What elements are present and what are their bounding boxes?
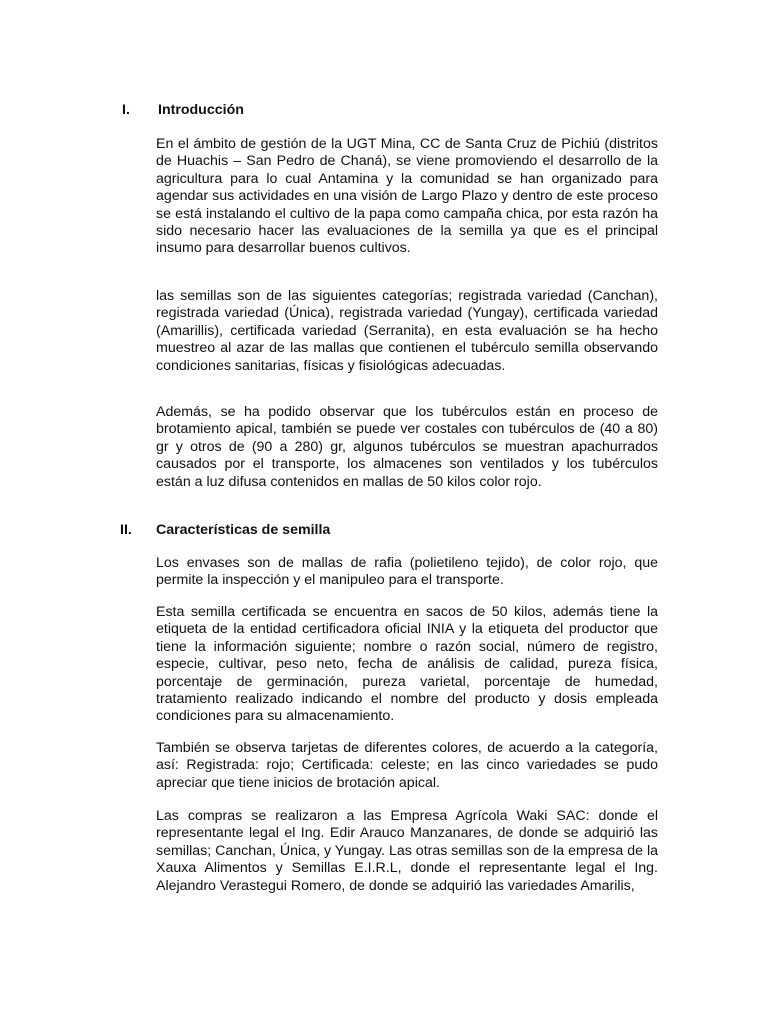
paragraph: Además, se ha podido observar que los tubérculos están en proceso de brotamiento apical, también se puede ver costales con tubérculos de (40 a 80) gr y otros de (90 a 280) gr, algunos tubérculos se muestran apachurrados causados por el transporte, los almacenes son ventilados y los tubérculos están a luz difusa contenidos en mallas de 50 kilos color rojo. <box>156 404 658 490</box>
section-title: Características de semilla <box>156 522 331 538</box>
section-number: I. <box>122 102 130 118</box>
paragraph: También se observa tarjetas de diferentes colores, de acuerdo a la categoría, así: Registrada: rojo; Certificada: celeste; en las cinco variedades se pudo apreciar que tiene inicios de brotación apical. <box>156 740 658 791</box>
paragraph: Esta semilla certificada se encuentra en sacos de 50 kilos, además tiene la etiqueta de la entidad certificadora oficial INIA y la etiqueta del productor que tiene la información siguiente; nombre o razón social, número de registro, especie, cultivar, peso neto, fecha de análisis de calidad, pureza física, porcentaje de germinación, pureza varietal, porcentaje de humedad, tratamiento realizado indicando el nombre del producto y dosis empleada condiciones para su almacenamiento. <box>156 604 658 725</box>
section-title: Introducción <box>158 102 244 118</box>
paragraph: Las compras se realizaron a las Empresa Agrícola Waki SAC: donde el representante legal el Ing. Edir Arauco Manzanares, de donde se adquirió las semillas; Canchan, Única, y Yungay. Las otras semillas son de la empresa de la Xauxa Alimentos y Semillas E.I.R.L, donde el representante legal el Ing. Alejandro Verastegui Romero, de donde se adquirió las variedades Amarilis, <box>156 808 658 894</box>
paragraph: En el ámbito de gestión de la UGT Mina, CC de Santa Cruz de Pichiú (distritos de Huachis – San Pedro de Chaná), se viene promoviendo el desarrollo de la agricultura para lo cual Antamina y la comunidad se han organizado para agendar sus actividades en una visión de Largo Plazo y dentro de este proceso se está instalando el cultivo de la papa como campaña chica, por esta razón ha sido necesario hacer las evaluaciones de la semilla ya que es el principal insumo para desarrollar buenos cultivos. <box>156 136 658 257</box>
section-number: II. <box>120 522 132 538</box>
paragraph: Los envases son de mallas de rafia (polietileno tejido), de color rojo, que permite la inspección y el manipuleo para el transporte. <box>156 555 658 589</box>
paragraph: las semillas son de las siguientes categorías; registrada variedad (Canchan), registrada variedad (Única), registrada variedad (Yungay), certificada variedad (Amarillis), certificada variedad (Serranita), en esta evaluación se ha hecho muestreo al azar de las mallas que contienen el tubérculo semilla observando condiciones sanitarias, físicas y fisiológicas adecuadas. <box>156 288 658 374</box>
